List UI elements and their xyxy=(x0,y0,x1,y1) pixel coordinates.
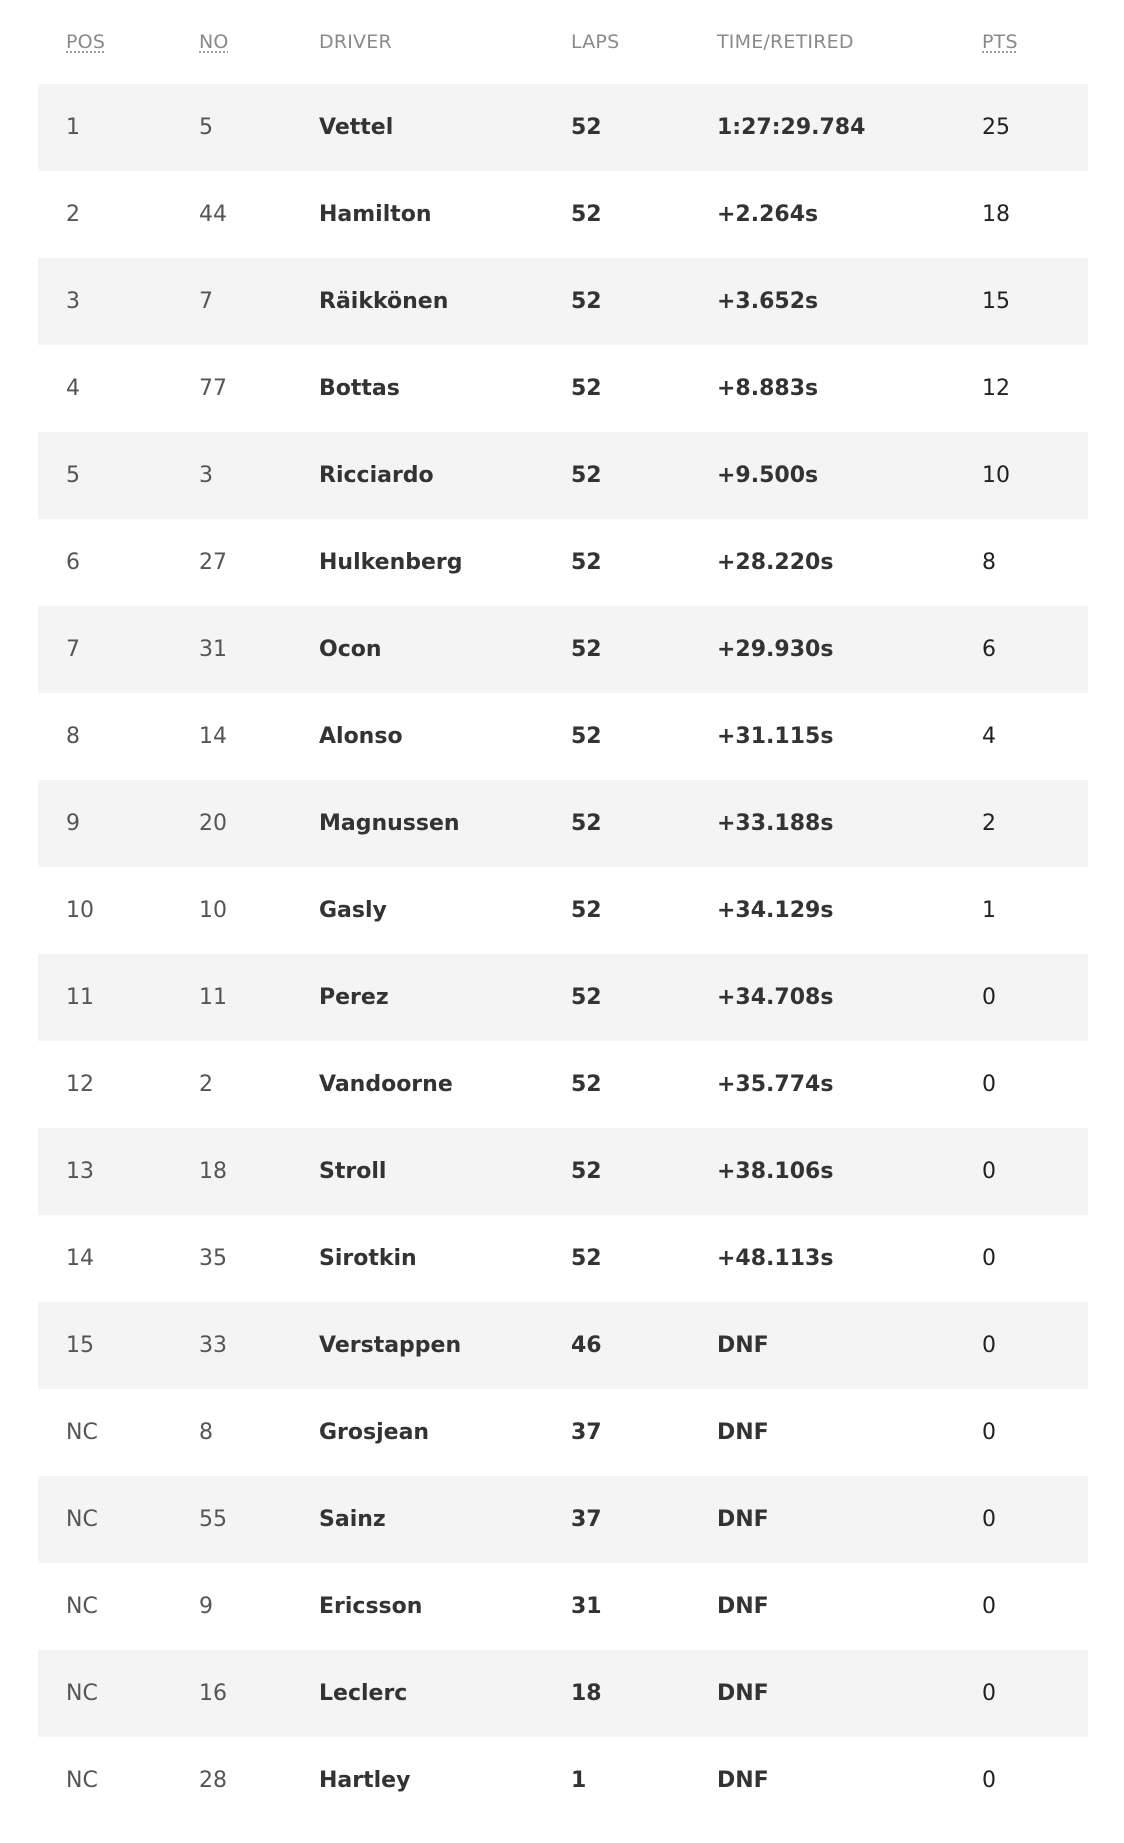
table-header xyxy=(38,0,1088,84)
laps-cell: 18 xyxy=(571,1681,602,1706)
pos-cell: NC xyxy=(66,1507,98,1532)
points-cell: 0 xyxy=(982,985,996,1010)
laps-cell: 1 xyxy=(571,1768,587,1793)
driver-cell: Stroll xyxy=(319,1159,387,1184)
points-cell: 0 xyxy=(982,1681,996,1706)
laps-cell: 52 xyxy=(571,289,602,314)
driver-cell: Sainz xyxy=(319,1507,386,1532)
laps-cell: 37 xyxy=(571,1420,602,1445)
points-cell: 0 xyxy=(982,1246,996,1271)
car-number-cell: 20 xyxy=(199,811,227,836)
driver-cell: Vettel xyxy=(319,115,394,140)
header-pos xyxy=(38,31,171,53)
time-cell: +3.652s xyxy=(717,289,819,314)
table-row xyxy=(38,1389,1088,1476)
laps-cell: 52 xyxy=(571,376,602,401)
laps-cell: 46 xyxy=(571,1333,602,1358)
points-cell: 4 xyxy=(982,724,996,749)
points-cell: 0 xyxy=(982,1768,996,1793)
car-number-cell: 2 xyxy=(199,1072,213,1097)
time-cell: +34.708s xyxy=(717,985,834,1010)
car-number-cell: 11 xyxy=(199,985,227,1010)
pos-cell: 1 xyxy=(66,115,80,140)
car-number-cell: 9 xyxy=(199,1594,213,1619)
driver-cell: Magnussen xyxy=(319,811,460,836)
car-number-cell: 77 xyxy=(199,376,227,401)
points-cell: 8 xyxy=(982,550,996,575)
laps-cell: 52 xyxy=(571,1246,602,1271)
table-row xyxy=(38,1476,1088,1563)
pos-cell: 15 xyxy=(66,1333,94,1358)
table-row xyxy=(38,258,1088,345)
time-cell: +9.500s xyxy=(717,463,819,488)
header-no-label: NO xyxy=(199,31,229,53)
car-number-cell: 16 xyxy=(199,1681,227,1706)
header-pts-label: PTS xyxy=(982,31,1018,53)
driver-cell: Ericsson xyxy=(319,1594,423,1619)
pos-cell: NC xyxy=(66,1768,98,1793)
header-no xyxy=(171,31,291,53)
points-cell: 0 xyxy=(982,1507,996,1532)
laps-cell: 52 xyxy=(571,202,602,227)
time-cell: +48.113s xyxy=(717,1246,834,1271)
points-cell: 0 xyxy=(982,1333,996,1358)
car-number-cell: 18 xyxy=(199,1159,227,1184)
laps-cell: 52 xyxy=(571,115,602,140)
driver-cell: Alonso xyxy=(319,724,403,749)
pos-cell: 3 xyxy=(66,289,80,314)
table-row xyxy=(38,432,1088,519)
laps-cell: 52 xyxy=(571,1159,602,1184)
driver-cell: Vandoorne xyxy=(319,1072,453,1097)
pos-cell: 10 xyxy=(66,898,94,923)
laps-cell: 52 xyxy=(571,1072,602,1097)
table-row xyxy=(38,1302,1088,1389)
car-number-cell: 31 xyxy=(199,637,227,662)
table-row xyxy=(38,171,1088,258)
pos-cell: 8 xyxy=(66,724,80,749)
time-cell: +2.264s xyxy=(717,202,819,227)
car-number-cell: 7 xyxy=(199,289,213,314)
time-cell: 1:27:29.784 xyxy=(717,115,866,140)
pos-cell: NC xyxy=(66,1594,98,1619)
table-row xyxy=(38,519,1088,606)
table-row xyxy=(38,345,1088,432)
table-row xyxy=(38,867,1088,954)
laps-cell: 52 xyxy=(571,985,602,1010)
points-cell: 0 xyxy=(982,1159,996,1184)
driver-cell: Perez xyxy=(319,985,389,1010)
header-time: TIME/RETIRED xyxy=(717,31,854,53)
time-cell: +34.129s xyxy=(717,898,834,923)
time-cell: DNF xyxy=(717,1420,769,1445)
pos-cell: 6 xyxy=(66,550,80,575)
laps-cell: 52 xyxy=(571,550,602,575)
car-number-cell: 27 xyxy=(199,550,227,575)
driver-cell: Sirotkin xyxy=(319,1246,417,1271)
time-cell: +38.106s xyxy=(717,1159,834,1184)
header-driver: DRIVER xyxy=(319,31,392,53)
driver-cell: Räikkönen xyxy=(319,289,449,314)
table-row xyxy=(38,1128,1088,1215)
time-cell: DNF xyxy=(717,1594,769,1619)
points-cell: 15 xyxy=(982,289,1010,314)
points-cell: 2 xyxy=(982,811,996,836)
time-cell: +28.220s xyxy=(717,550,834,575)
table-row xyxy=(38,954,1088,1041)
driver-cell: Leclerc xyxy=(319,1681,408,1706)
car-number-cell: 33 xyxy=(199,1333,227,1358)
time-cell: DNF xyxy=(717,1681,769,1706)
driver-cell: Grosjean xyxy=(319,1420,430,1445)
table-row xyxy=(38,84,1088,171)
laps-cell: 52 xyxy=(571,898,602,923)
points-cell: 12 xyxy=(982,376,1010,401)
time-cell: DNF xyxy=(717,1507,769,1532)
points-cell: 25 xyxy=(982,115,1010,140)
laps-cell: 52 xyxy=(571,463,602,488)
car-number-cell: 3 xyxy=(199,463,213,488)
points-cell: 0 xyxy=(982,1072,996,1097)
laps-cell: 31 xyxy=(571,1594,602,1619)
time-cell: +29.930s xyxy=(717,637,834,662)
points-cell: 18 xyxy=(982,202,1010,227)
table-body xyxy=(38,84,1088,1824)
driver-cell: Ocon xyxy=(319,637,382,662)
time-cell: DNF xyxy=(717,1768,769,1793)
car-number-cell: 8 xyxy=(199,1420,213,1445)
laps-cell: 37 xyxy=(571,1507,602,1532)
pos-cell: 9 xyxy=(66,811,80,836)
table-row xyxy=(38,693,1088,780)
driver-cell: Gasly xyxy=(319,898,387,923)
points-cell: 0 xyxy=(982,1594,996,1619)
points-cell: 1 xyxy=(982,898,996,923)
header-pts xyxy=(954,31,1088,53)
car-number-cell: 5 xyxy=(199,115,213,140)
pos-cell: NC xyxy=(66,1681,98,1706)
pos-cell: 2 xyxy=(66,202,80,227)
car-number-cell: 14 xyxy=(199,724,227,749)
pos-cell: 14 xyxy=(66,1246,94,1271)
table-row xyxy=(38,606,1088,693)
table-row xyxy=(38,1737,1088,1824)
driver-cell: Verstappen xyxy=(319,1333,462,1358)
car-number-cell: 35 xyxy=(199,1246,227,1271)
time-cell: +35.774s xyxy=(717,1072,834,1097)
driver-cell: Hartley xyxy=(319,1768,411,1793)
driver-cell: Bottas xyxy=(319,376,400,401)
car-number-cell: 10 xyxy=(199,898,227,923)
car-number-cell: 28 xyxy=(199,1768,227,1793)
pos-cell: 5 xyxy=(66,463,80,488)
pos-cell: NC xyxy=(66,1420,98,1445)
table-row xyxy=(38,1041,1088,1128)
pos-cell: 7 xyxy=(66,637,80,662)
pos-cell: 11 xyxy=(66,985,94,1010)
laps-cell: 52 xyxy=(571,637,602,662)
time-cell: +33.188s xyxy=(717,811,834,836)
results-table xyxy=(38,0,1088,1824)
driver-cell: Hulkenberg xyxy=(319,550,463,575)
points-cell: 0 xyxy=(982,1420,996,1445)
time-cell: +8.883s xyxy=(717,376,819,401)
table-row xyxy=(38,1650,1088,1737)
table-row xyxy=(38,1215,1088,1302)
pos-cell: 12 xyxy=(66,1072,94,1097)
laps-cell: 52 xyxy=(571,811,602,836)
laps-cell: 52 xyxy=(571,724,602,749)
table-row xyxy=(38,1563,1088,1650)
header-pos-label: POS xyxy=(66,31,106,53)
pos-cell: 4 xyxy=(66,376,80,401)
car-number-cell: 55 xyxy=(199,1507,227,1532)
table-row xyxy=(38,780,1088,867)
time-cell: DNF xyxy=(717,1333,769,1358)
header-laps: LAPS xyxy=(571,31,620,53)
points-cell: 10 xyxy=(982,463,1010,488)
pos-cell: 13 xyxy=(66,1159,94,1184)
time-cell: +31.115s xyxy=(717,724,834,749)
points-cell: 6 xyxy=(982,637,996,662)
car-number-cell: 44 xyxy=(199,202,227,227)
driver-cell: Hamilton xyxy=(319,202,432,227)
driver-cell: Ricciardo xyxy=(319,463,434,488)
